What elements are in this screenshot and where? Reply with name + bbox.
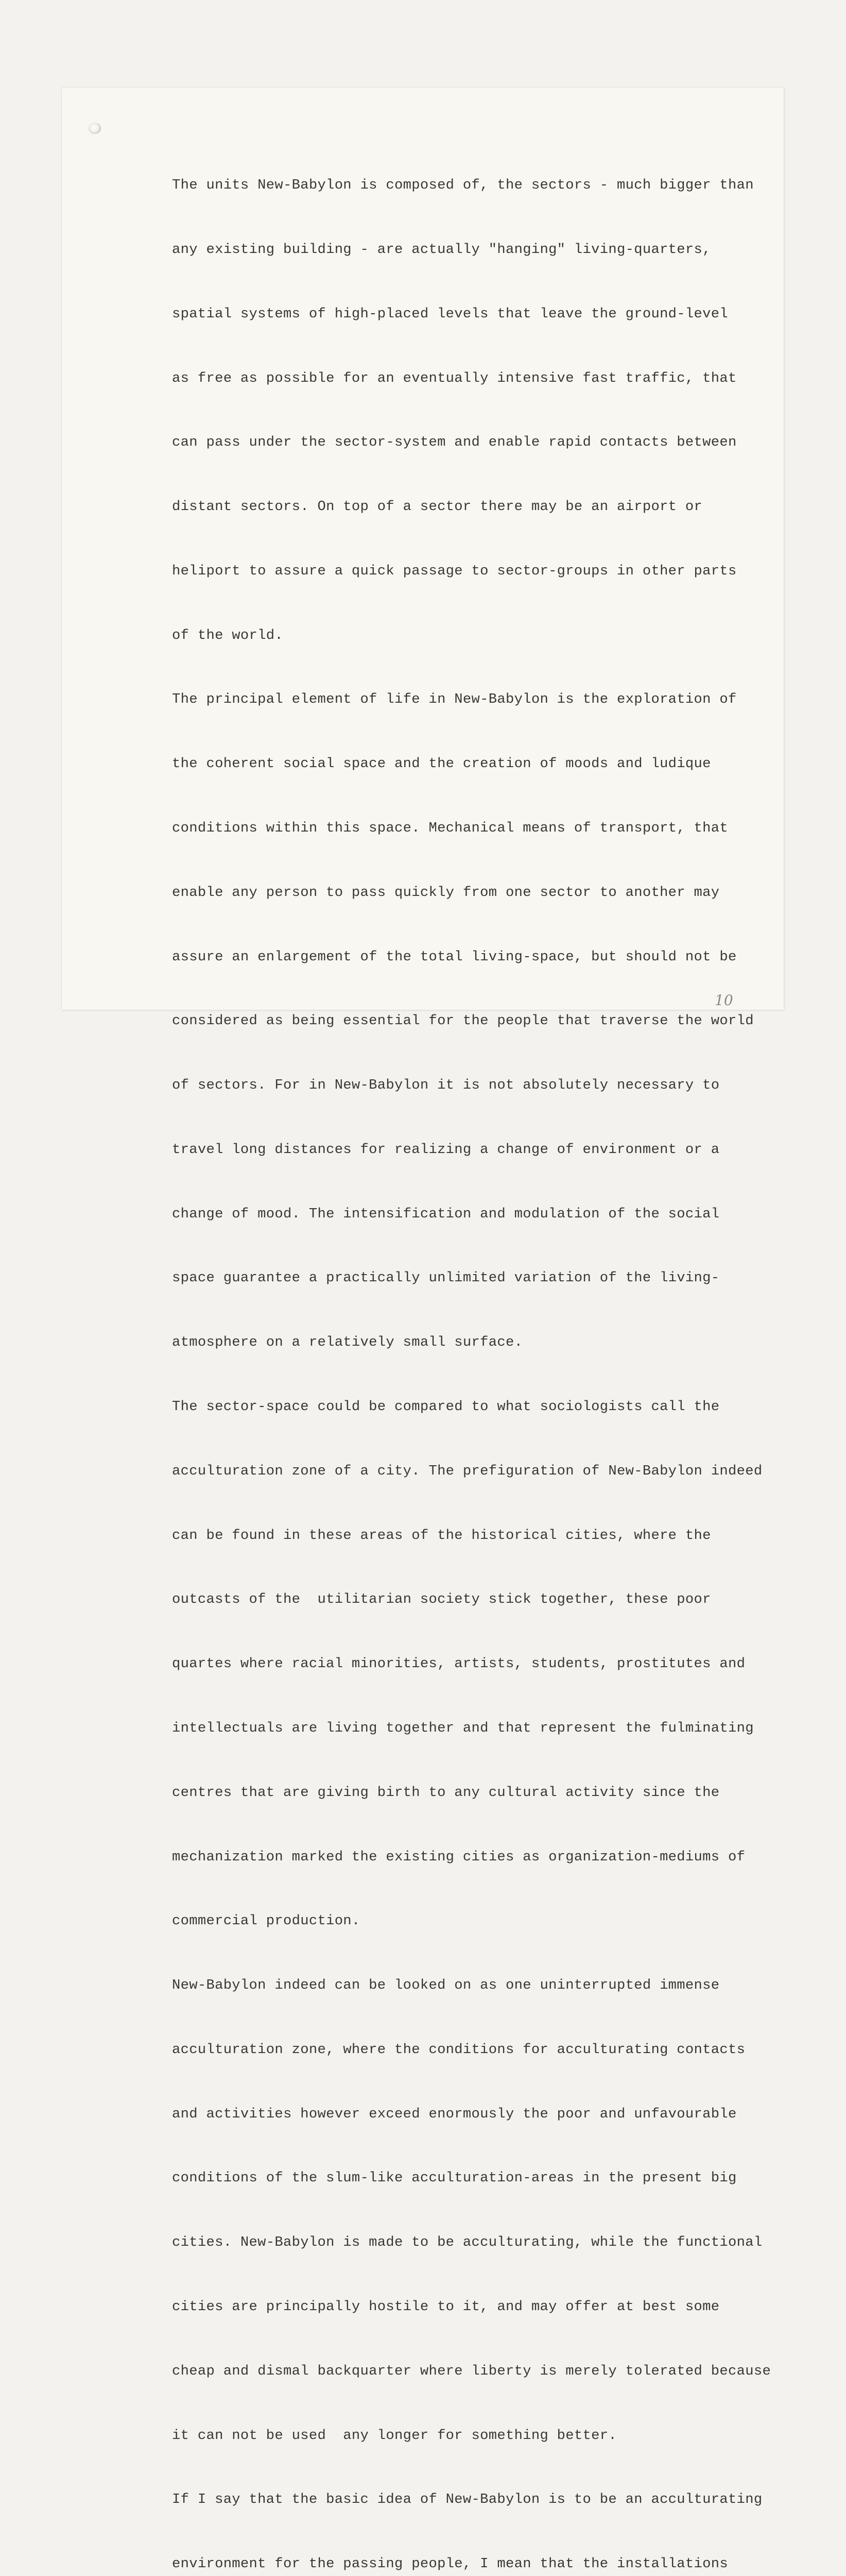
text-line: and activities however exceed enormously the poor and unfavourable <box>172 2106 737 2122</box>
text-line: cities are principally hostile to it, and may offer at best some <box>172 2298 720 2315</box>
text-line: intellectuals are living together and that represent the fulminating <box>172 1720 754 1736</box>
text-line: travel long distances for realizing a change of environment or a <box>172 1141 720 1158</box>
text-line: centres that are giving birth to any cultural activity since the <box>172 1784 720 1801</box>
text-line: If I say that the basic idea of New-Babylon is to be an acculturating <box>172 2492 763 2508</box>
text-line: of sectors. For in New-Babylon it is not absolutely necessary to <box>172 1077 720 1094</box>
text-line: space guarantee a practically unlimited variation of the living- <box>172 1270 720 1286</box>
punch-hole <box>89 123 101 134</box>
text-line: acculturation zone of a city. The prefiguration of New-Babylon indeed <box>172 1463 763 1479</box>
text-line: mechanization marked the existing cities as organization-mediums of <box>172 1849 746 1865</box>
text-line: can pass under the sector-system and enable rapid contacts between <box>172 434 737 451</box>
text-line: acculturation zone, where the conditions for acculturating contacts <box>172 2041 746 2058</box>
text-line: enable any person to pass quickly from one sector to another may <box>172 884 720 901</box>
text-line: cities. New-Babylon is made to be acculturating, while the functional <box>172 2234 763 2251</box>
text-line: The units New-Babylon is composed of, the sectors - much bigger than <box>172 177 754 194</box>
text-line: outcasts of the utilitarian society stick together, these poor <box>172 1591 711 1608</box>
typed-text <box>172 132 774 2576</box>
typewritten-page <box>62 88 784 2572</box>
text-line: any existing building - are actually "hanging" living-quarters, <box>172 241 711 258</box>
text-line: assure an enlargement of the total living-space, but should not be <box>172 948 737 965</box>
text-line: change of mood. The intensification and modulation of the social <box>172 1206 720 1222</box>
text-line: it can not be used any longer for something better. <box>172 2427 617 2444</box>
text-line: commercial production. <box>172 1913 360 1929</box>
text-line: the coherent social space and the creation of moods and ludique <box>172 756 711 772</box>
page-number: 10 <box>715 992 733 1009</box>
text-line: distant sectors. On top of a sector there may be an airport or <box>172 499 703 515</box>
text-line: can be found in these areas of the historical cities, where the <box>172 1527 711 1544</box>
text-line: New-Babylon indeed can be looked on as one uninterrupted immense <box>172 1977 720 1994</box>
text-line: considered as being essential for the people that traverse the world <box>172 1013 754 1029</box>
text-line: heliport to assure a quick passage to sector-groups in other parts <box>172 563 737 579</box>
text-line: quartes where racial minorities, artists, students, prostitutes and <box>172 1656 746 1672</box>
text-line: cheap and dismal backquarter where liberty is merely tolerated because <box>172 2363 771 2379</box>
text-line: conditions of the slum-like acculturation-areas in the present big <box>172 2170 737 2187</box>
text-line: spatial systems of high-placed levels that leave the ground-level <box>172 306 728 322</box>
text-line: environment for the passing people, I mean that the installations <box>172 2556 728 2572</box>
text-line: conditions within this space. Mechanical means of transport, that <box>172 820 728 836</box>
text-line: as free as possible for an eventually intensive fast traffic, that <box>172 370 737 386</box>
text-line: The principal element of life in New-Babylon is the exploration of <box>172 691 737 708</box>
text-line: atmosphere on a relatively small surface. <box>172 1334 523 1351</box>
text-line: of the world. <box>172 627 283 643</box>
text-line: The sector-space could be compared to what sociologists call the <box>172 1399 720 1415</box>
